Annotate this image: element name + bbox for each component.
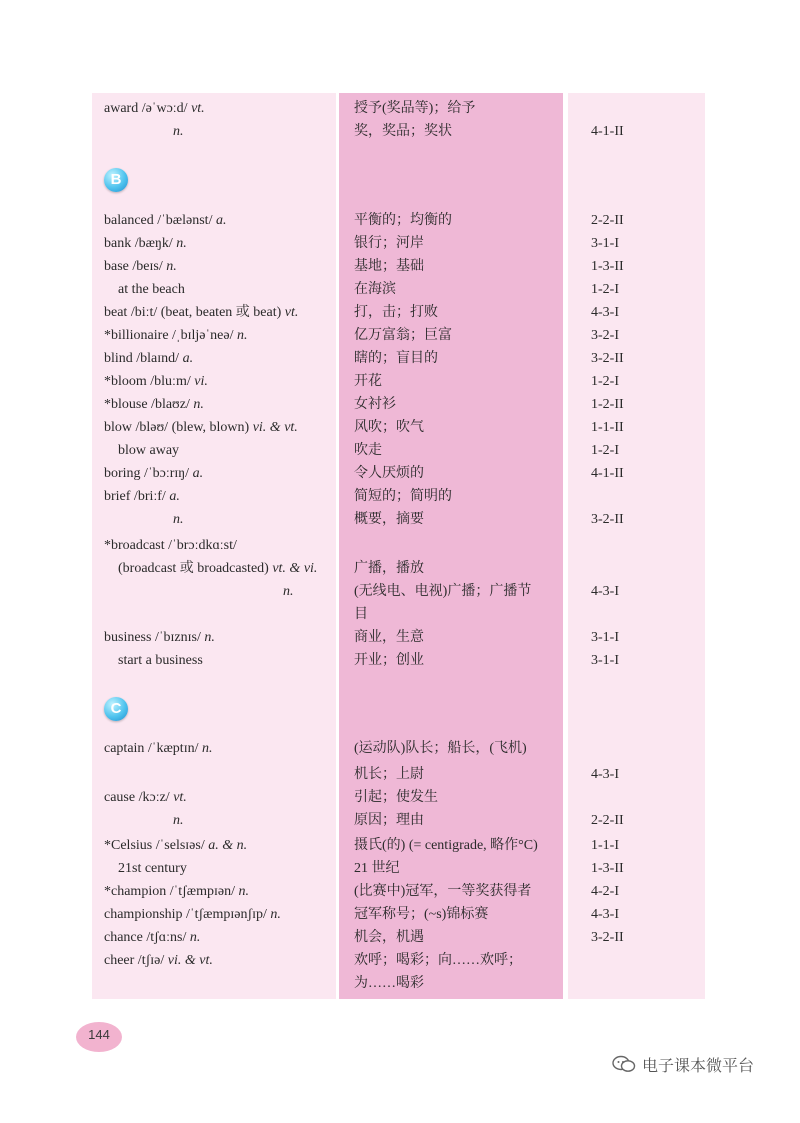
- entry-word: championship /ˈtʃæmpɪənʃɪp/ n.: [104, 907, 281, 922]
- entry-pos: vt.: [284, 305, 299, 320]
- entry-pos: n.: [176, 236, 187, 251]
- entry-word: 21st century: [118, 861, 187, 876]
- entry-pos: n.: [201, 741, 213, 756]
- entry-meaning: 机会，机遇: [354, 930, 424, 945]
- entry-unit: 1-3-II: [591, 259, 624, 274]
- entry-pos: n.: [166, 259, 177, 274]
- entry-meaning: 冠军称号；(~s)锦标赛: [354, 907, 489, 922]
- entry-meaning: 吹走: [354, 443, 382, 458]
- entry-meaning: 授予(奖品等)；给予: [354, 101, 476, 116]
- entry-meaning: 广播，播放: [354, 561, 424, 576]
- entry-pos: n.: [173, 512, 184, 527]
- glossary-entry: [0, 786, 800, 809]
- glossary-entry: [0, 972, 800, 995]
- entry-meaning: 原因；理由: [354, 813, 424, 828]
- entry-meaning: 欢呼；喝彩；向……欢呼；: [354, 953, 522, 968]
- page-number: 144: [76, 1022, 122, 1052]
- entry-unit: 1-1-I: [591, 838, 619, 853]
- entry-meaning: (比赛中)冠军，一等奖获得者: [354, 884, 532, 899]
- glossary-entry: [0, 209, 800, 232]
- entry-unit: 4-1-II: [591, 124, 624, 139]
- glossary-entry: [0, 580, 800, 603]
- entry-word: cheer /tʃɪə/ vi. & vt.: [104, 953, 213, 968]
- glossary-entry: [0, 439, 800, 462]
- glossary-entry: [0, 649, 800, 672]
- glossary-entry: [0, 737, 800, 760]
- watermark: [612, 1052, 754, 1076]
- entry-pos: n.: [173, 813, 184, 828]
- entry-meaning: 平衡的；均衡的: [354, 213, 452, 228]
- entry-meaning: (运动队)队长；船长，(飞机): [354, 741, 527, 756]
- glossary-entry: [0, 880, 800, 903]
- entry-pos: n.: [189, 930, 201, 945]
- section-letter-badge: B: [104, 168, 128, 192]
- glossary-entry: [0, 508, 800, 531]
- entry-meaning: 银行；河岸: [354, 236, 424, 251]
- entry-word: beat /biːt/ (beat, beaten 或 beat) vt.: [104, 305, 299, 320]
- entry-unit: 4-3-I: [591, 767, 619, 782]
- entry-meaning: 在海滨: [354, 282, 396, 297]
- entry-meaning: 21 世纪: [354, 861, 400, 876]
- entry-word: at the beach: [118, 282, 185, 297]
- entry-meaning: 亿万富翁；巨富: [354, 328, 452, 343]
- entry-pos: n.: [270, 907, 281, 922]
- glossary-entry: [0, 255, 800, 278]
- entry-unit: 3-2-I: [591, 328, 619, 343]
- glossary-entry: [0, 485, 800, 508]
- entry-pos: n.: [238, 884, 250, 899]
- entry-meaning: 为……喝彩: [354, 976, 424, 991]
- glossary-entry: [0, 347, 800, 370]
- entry-meaning: 引起；使发生: [354, 790, 438, 805]
- entry-meaning: 开业；创业: [354, 653, 424, 668]
- entry-pos: a.: [182, 351, 194, 366]
- glossary-entry: [0, 949, 800, 972]
- entry-word: *billionaire /ˌbɪljəˈneə/ n.: [104, 328, 248, 343]
- entry-pos: n.: [173, 124, 184, 139]
- entry-word: *champion /ˈtʃæmpɪən/ n.: [104, 884, 250, 899]
- entry-unit: 1-2-II: [591, 397, 624, 412]
- entry-unit: 2-2-II: [591, 813, 624, 828]
- glossary-entry: [0, 903, 800, 926]
- watermark-text: 电子课本微平台: [642, 1055, 755, 1075]
- glossary-entry: [0, 603, 800, 626]
- glossary-entry: [0, 926, 800, 949]
- wechat-icon: [612, 1055, 636, 1073]
- glossary-entry: [0, 534, 800, 557]
- entry-unit: 3-2-II: [591, 512, 624, 527]
- glossary-entry: [0, 370, 800, 393]
- entry-word: base /beɪs/ n.: [104, 259, 177, 274]
- entry-unit: 3-1-I: [591, 236, 619, 251]
- entry-pos: vi. & vt.: [167, 953, 213, 968]
- glossary-entry: [0, 626, 800, 649]
- entry-word: cause /kɔːz/ vt.: [104, 790, 187, 805]
- glossary-entry: [0, 97, 800, 120]
- entry-unit: 1-2-I: [591, 374, 619, 389]
- entry-unit: 4-1-II: [591, 466, 624, 481]
- entry-unit: 3-2-II: [591, 930, 624, 945]
- glossary-entry: [0, 557, 800, 580]
- entry-unit: 1-2-I: [591, 443, 619, 458]
- entry-word: blow away: [118, 443, 180, 458]
- entry-pos: n.: [204, 630, 215, 645]
- entry-unit: 1-1-II: [591, 420, 624, 435]
- entry-pos: n.: [283, 584, 294, 599]
- entry-word: (broadcast 或 broadcasted) vt. & vi.: [118, 561, 318, 576]
- entry-pos: a.: [169, 489, 180, 504]
- entry-unit: 4-3-I: [591, 584, 619, 599]
- entry-meaning: (无线电、电视)广播；广播节: [354, 584, 532, 599]
- entry-word: boring /ˈbɔːrɪŋ/ a.: [104, 466, 204, 481]
- entry-meaning: 打，击；打败: [354, 305, 438, 320]
- entry-meaning: 机长；上尉: [354, 767, 424, 782]
- glossary-entry: [0, 278, 800, 301]
- entry-pos: n.: [193, 397, 204, 412]
- entry-word: chance /tʃɑːns/ n.: [104, 930, 201, 945]
- entry-pos: vt.: [191, 101, 205, 116]
- entry-word: brief /briːf/ a.: [104, 489, 180, 504]
- entry-word: start a business: [118, 653, 203, 668]
- entry-unit: 1-2-I: [591, 282, 619, 297]
- glossary-entry: [0, 857, 800, 880]
- entry-word: balanced /ˈbælənst/ a.: [104, 213, 227, 228]
- entry-unit: 2-2-II: [591, 213, 624, 228]
- entry-unit: 4-3-I: [591, 305, 619, 320]
- entry-meaning: 开花: [354, 374, 382, 389]
- entry-pos: vt.: [173, 790, 187, 805]
- entry-meaning: 简短的；简明的: [354, 489, 452, 504]
- entry-word: *bloom /bluːm/ vi.: [104, 374, 208, 389]
- entry-pos: a.: [192, 466, 204, 481]
- section-letter-badge: C: [104, 697, 128, 721]
- glossary-entry: [0, 763, 800, 786]
- entry-meaning: 摄氏(的) (= centigrade, 略作°C): [354, 838, 538, 853]
- entry-word: *broadcast /ˈbrɔːdkɑːst/: [104, 538, 237, 553]
- glossary-entry: [0, 416, 800, 439]
- entry-meaning: 风吹；吹气: [354, 420, 424, 435]
- glossary-entry: [0, 809, 800, 832]
- entry-pos: n.: [236, 328, 248, 343]
- glossary-entry: [0, 324, 800, 347]
- entry-meaning: 令人厌烦的: [354, 466, 424, 481]
- entry-word: award /əˈwɔːd/ vt.: [104, 101, 205, 116]
- entry-pos: vi.: [194, 374, 208, 389]
- entry-meaning: 奖，奖品；奖状: [354, 124, 452, 139]
- entry-word: captain /ˈkæptɪn/ n.: [104, 741, 213, 756]
- glossary-entry: [0, 301, 800, 324]
- entry-unit: 4-3-I: [591, 907, 619, 922]
- entry-word: bank /bæŋk/ n.: [104, 236, 187, 251]
- entry-meaning: 女衬衫: [354, 397, 396, 412]
- glossary-entry: [0, 393, 800, 416]
- glossary-entry: [0, 834, 800, 857]
- entry-word: business /ˈbɪznɪs/ n.: [104, 630, 215, 645]
- entry-meaning: 概要，摘要: [354, 512, 424, 527]
- entry-unit: 1-3-II: [591, 861, 624, 876]
- entry-pos: vi. & vt.: [252, 420, 298, 435]
- entry-meaning: 商业，生意: [354, 630, 424, 645]
- glossary-entry: [0, 120, 800, 143]
- entry-unit: 3-1-I: [591, 630, 619, 645]
- entry-unit: 3-1-I: [591, 653, 619, 668]
- entry-word: *blouse /blaʊz/ n.: [104, 397, 204, 412]
- glossary-entry: [0, 462, 800, 485]
- glossary-entry: [0, 232, 800, 255]
- entry-pos: a.: [215, 213, 227, 228]
- entry-meaning: 目: [354, 607, 368, 622]
- entry-pos: vt. & vi.: [272, 561, 318, 576]
- entry-meaning: 瞎的；盲目的: [354, 351, 438, 366]
- entry-unit: 3-2-II: [591, 351, 624, 366]
- entry-pos: a. & n.: [208, 838, 248, 853]
- entry-word: blind /blaɪnd/ a.: [104, 351, 194, 366]
- entry-word: blow /bləʊ/ (blew, blown) vi. & vt.: [104, 420, 298, 435]
- entry-unit: 4-2-I: [591, 884, 619, 899]
- entry-word: *Celsius /ˈselsɪəs/ a. & n.: [104, 838, 248, 853]
- entry-meaning: 基地；基础: [354, 259, 424, 274]
